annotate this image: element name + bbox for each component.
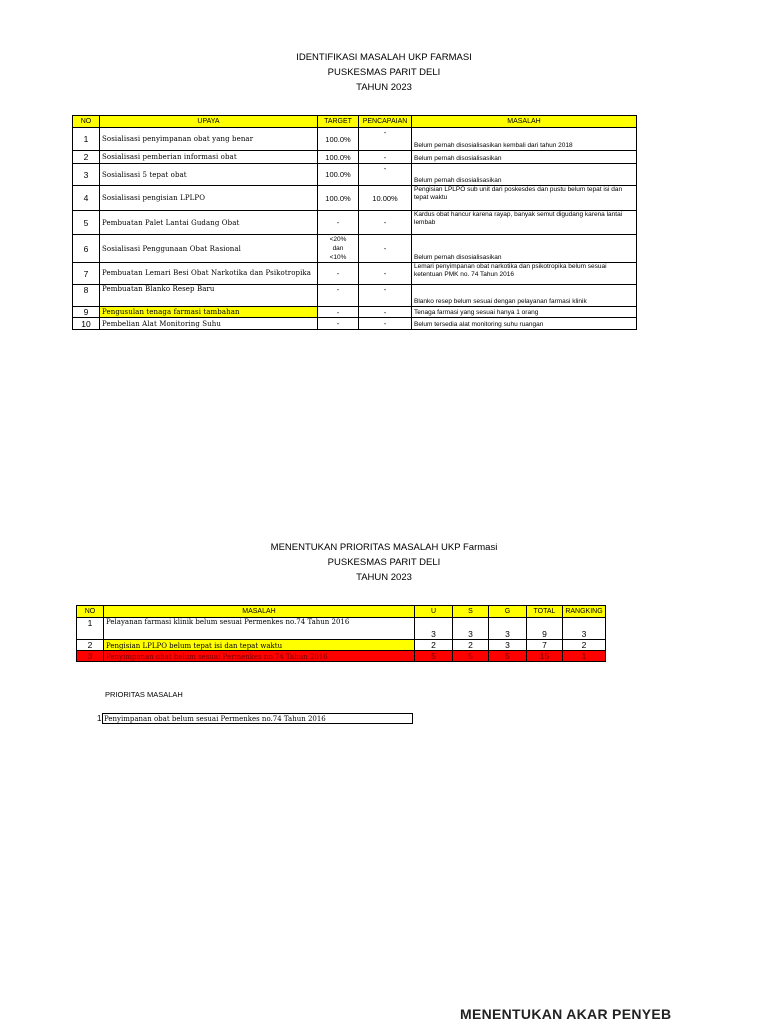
row-pencapaian: - (359, 211, 412, 235)
row-no: 4 (73, 186, 100, 211)
row-masalah: Belum pernah disosialisasikan (412, 151, 637, 164)
row-target: - (318, 211, 359, 235)
header-rangking: RANGKING (563, 606, 606, 618)
row-total: 7 (527, 640, 563, 651)
section1-title-line2: PUSKESMAS PARIT DELI (327, 67, 441, 78)
row-no: 1 (73, 128, 100, 151)
row-no: 9 (73, 307, 100, 318)
row-no: 2 (77, 640, 104, 651)
table-row (73, 285, 637, 307)
row-rangking: 1 (563, 651, 606, 662)
row-pencapaian: - (359, 285, 412, 307)
row-target: - (318, 318, 359, 330)
section1-title-line3: TAHUN 2023 (356, 82, 412, 93)
row-g: 3 (489, 618, 527, 640)
section1-title-line1: IDENTIFIKASI MASALAH UKP FARMASI (296, 52, 472, 63)
table-header-row (73, 116, 637, 128)
table-row-highlighted (77, 651, 606, 662)
table-row (73, 186, 637, 211)
row-upaya: Sosialisasi 5 tepat obat (100, 164, 318, 186)
row-upaya: Pembuatan Lemari Besi Obat Narkotika dan Psikotropika (100, 263, 318, 285)
row-target: 100.0% (318, 128, 359, 151)
row-pencapaian: - (359, 164, 412, 186)
row-rangking: 2 (563, 640, 606, 651)
row-no: 10 (73, 318, 100, 330)
row-no: 3 (77, 651, 104, 662)
row-upaya: Sosialisasi pengisian LPLPO (100, 186, 318, 211)
row-masalah: Belum pernah disosialisasikan (412, 164, 637, 186)
row-upaya: Sosialisasi Penggunaan Obat Rasional (100, 235, 318, 263)
identifikasi-masalah-table (72, 115, 637, 330)
prioritas-label: PRIORITAS MASALAH (105, 690, 183, 699)
table-row (73, 318, 637, 330)
row-no: 5 (73, 211, 100, 235)
row-upaya: Pembuatan Blanko Resep Baru (100, 285, 318, 307)
header-g: G (489, 606, 527, 618)
row-no: 2 (73, 151, 100, 164)
row-masalah: Belum pernah disosialisasikan (412, 235, 637, 263)
row-s: 3 (453, 618, 489, 640)
row-pencapaian: - (359, 151, 412, 164)
section2-title-line1: MENENTUKAN PRIORITAS MASALAH UKP Farmasi (270, 542, 498, 553)
row-masalah: Tenaga farmasi yang sesuai hanya 1 orang (412, 307, 637, 318)
header-pencapaian: PENCAPAIAN (359, 116, 412, 128)
row-no: 1 (77, 618, 104, 640)
row-pencapaian: - (359, 307, 412, 318)
row-target: <20% dan <10% (318, 235, 359, 263)
table-row (73, 235, 637, 263)
row-upaya: Sosialisasi pemberian informasi obat (100, 151, 318, 164)
prioritas-text: Penyimpanan obat belum sesuai Permenkes no.74 Tahun 2016 (102, 713, 413, 724)
prioritas-masalah-table (76, 605, 606, 662)
prioritas-number: 1 (97, 714, 102, 723)
row-total: 15 (527, 651, 563, 662)
row-no: 8 (73, 285, 100, 307)
row-target: 100.0% (318, 151, 359, 164)
row-target: - (318, 285, 359, 307)
row-masalah: Pengisian LPLPO sub unit dari poskesdes dan pustu belum tepat isi dan tepat waktu (412, 186, 637, 211)
header-target: TARGET (318, 116, 359, 128)
header-no: NO (73, 116, 100, 128)
row-upaya: Pembelian Alat Monitoring Suhu (100, 318, 318, 330)
table-row (73, 211, 637, 235)
section2-title-line2: PUSKESMAS PARIT DELI (327, 557, 441, 568)
section2-title-line3: TAHUN 2023 (356, 572, 412, 583)
table-header-row (77, 606, 606, 618)
row-upaya: Pembuatan Palet Lantai Gudang Obat (100, 211, 318, 235)
row-upaya: Sosialisasi penyimpanan obat yang benar (100, 128, 318, 151)
table-row (77, 640, 606, 651)
table-row (73, 151, 637, 164)
table-row (73, 263, 637, 285)
row-target: - (318, 263, 359, 285)
header-masalah: MASALAH (104, 606, 415, 618)
row-masalah: Belum tersedia alat monitoring suhu ruangan (412, 318, 637, 330)
row-u: 3 (415, 618, 453, 640)
row-target: - (318, 307, 359, 318)
row-s: 5 (453, 651, 489, 662)
row-pencapaian: - (359, 318, 412, 330)
akar-penyebab-heading: MENENTUKAN AKAR PENYEB (460, 1006, 672, 1022)
row-g: 3 (489, 640, 527, 651)
row-u: 2 (415, 640, 453, 651)
row-upaya: Pengusulan tenaga farmasi tambahan (100, 307, 318, 318)
header-no: NO (77, 606, 104, 618)
row-masalah: Kardus obat hancur karena rayap, banyak semut digudang karena lantai lembab (412, 211, 637, 235)
row-g: 5 (489, 651, 527, 662)
row-target: 100.0% (318, 164, 359, 186)
row-pencapaian: - (359, 128, 412, 151)
row-rangking: 3 (563, 618, 606, 640)
table-row (73, 307, 637, 318)
row-u: 5 (415, 651, 453, 662)
row-masalah: Blanko resep belum sesuai dengan pelayanan farmasi klinik (412, 285, 637, 307)
row-no: 7 (73, 263, 100, 285)
row-masalah: Belum pernah disosialisasikan kembali dari tahun 2018 (412, 128, 637, 151)
header-s: S (453, 606, 489, 618)
row-s: 2 (453, 640, 489, 651)
row-pencapaian: 10.00% (359, 186, 412, 211)
row-masalah: Pengisian LPLPO belum tepat isi dan tepat waktu (104, 640, 415, 651)
row-masalah: Lemari penyimpanan obat narkotika dan psikotropika belum sesuai ketentuan PMK no. 74 Tahun 2016 (412, 263, 637, 285)
row-masalah: Pelayanan farmasi klinik belum sesuai Permenkes no.74 Tahun 2016 (104, 618, 415, 640)
table-row (77, 618, 606, 640)
row-pencapaian: - (359, 263, 412, 285)
row-no: 6 (73, 235, 100, 263)
section1-title (0, 50, 768, 95)
section2-title (0, 540, 768, 585)
row-no: 3 (73, 164, 100, 186)
table-row (73, 164, 637, 186)
header-upaya: UPAYA (100, 116, 318, 128)
header-total: TOTAL (527, 606, 563, 618)
row-pencapaian: - (359, 235, 412, 263)
row-target: 100.0% (318, 186, 359, 211)
row-masalah: Penyimpanan obat belum sesuai Permenkes no.74 Tahun 2016 (104, 651, 415, 662)
header-masalah: MASALAH (412, 116, 637, 128)
header-u: U (415, 606, 453, 618)
row-total: 9 (527, 618, 563, 640)
table-row (73, 128, 637, 151)
